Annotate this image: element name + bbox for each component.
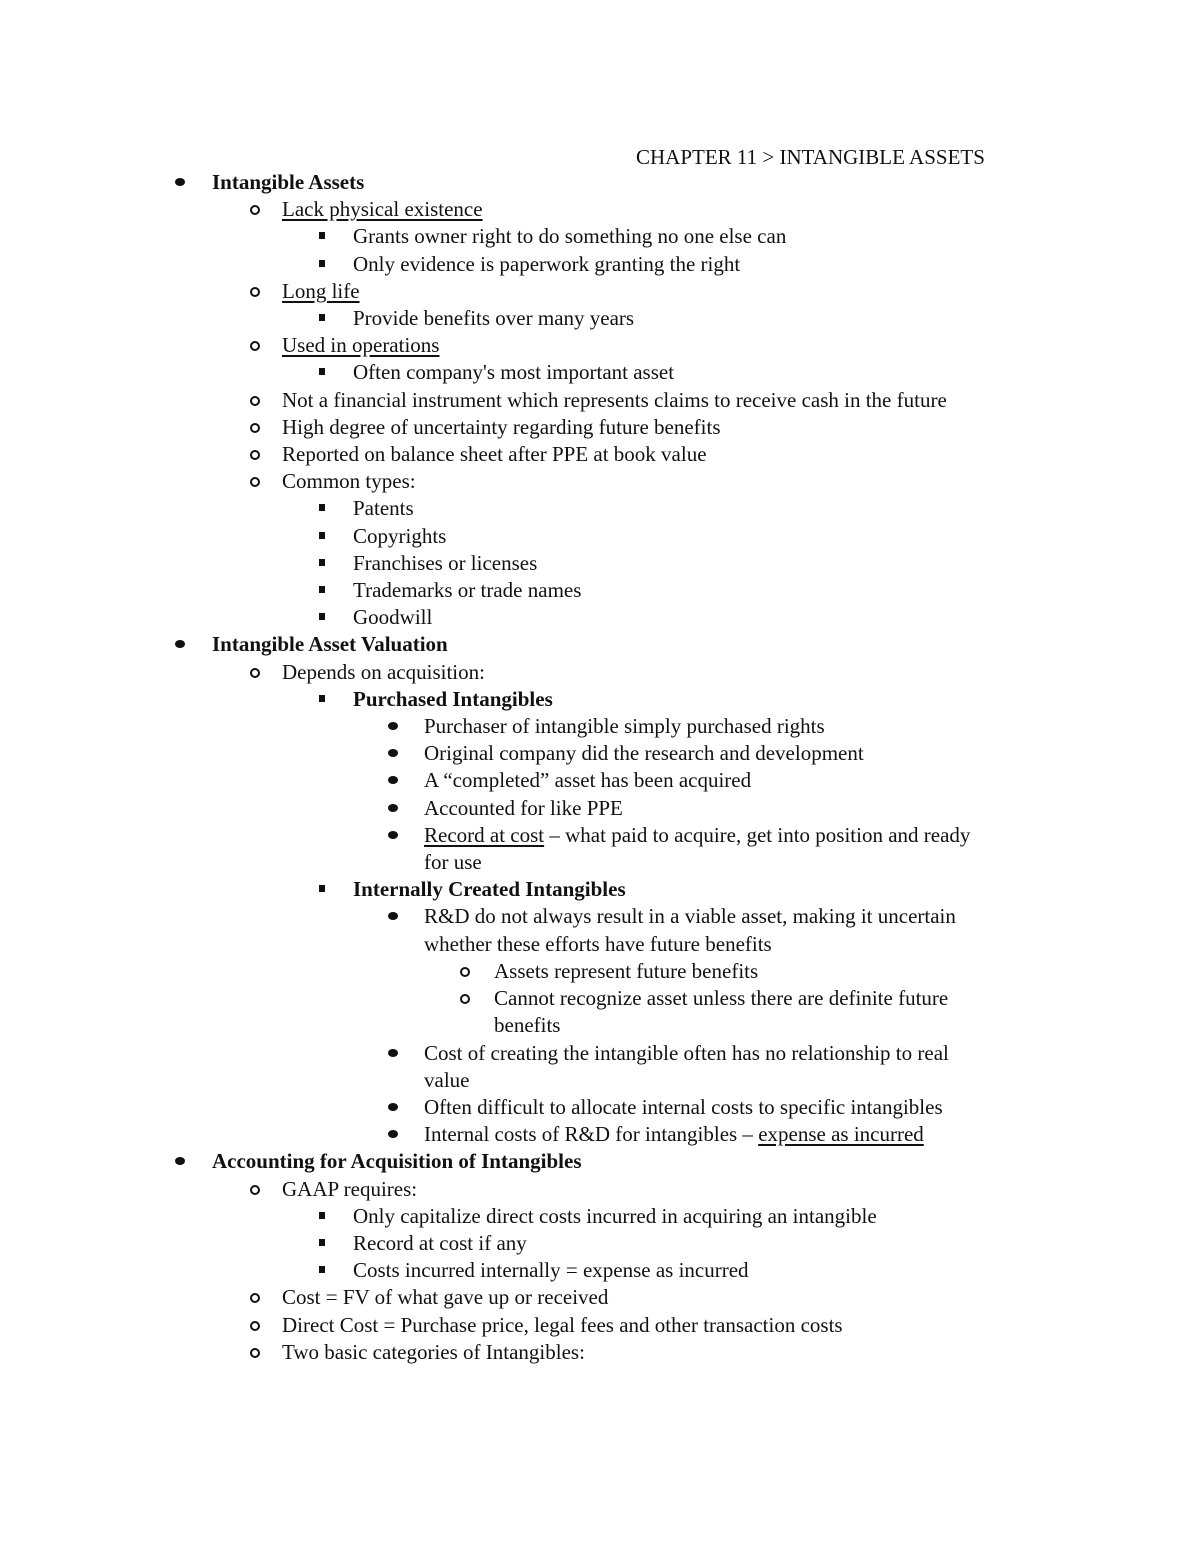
- text-run: Accounted for like PPE: [424, 795, 623, 820]
- list-item-text: [282, 1284, 608, 1311]
- text-run: Trademarks or trade names: [353, 578, 582, 603]
- list-item-text: [353, 686, 553, 713]
- list-item-text: [353, 523, 446, 550]
- list-item: [0, 577, 1200, 604]
- text-run: Intangible Asset Valuation: [212, 632, 448, 657]
- list-item-text: [282, 441, 707, 468]
- text-run: Cost = FV of what gave up or received: [282, 1285, 609, 1310]
- list-item-text: [424, 822, 970, 849]
- list-item: [0, 1203, 1200, 1230]
- list-item-text: [494, 958, 758, 985]
- text-run: Reported on balance sheet after PPE at book value: [282, 442, 707, 467]
- text-run: Provide benefits over many years: [353, 306, 635, 331]
- square-bullet-icon: [319, 260, 325, 267]
- text-run: whether these efforts have future benefits: [424, 931, 772, 956]
- list-item-text: [353, 359, 674, 386]
- section-heading: [0, 1148, 1200, 1175]
- list-item: [0, 686, 1200, 713]
- list-item: [0, 251, 1200, 278]
- list-item-text: [212, 1148, 582, 1175]
- list-item: [0, 1067, 1200, 1094]
- hollow-circle-bullet-icon: [250, 477, 260, 487]
- text-run: Only evidence is paperwork granting the right: [353, 251, 741, 276]
- square-bullet-icon: [319, 368, 325, 375]
- text-run: Franchises or licenses: [353, 550, 538, 575]
- hollow-circle-bullet-icon: [250, 341, 260, 351]
- list-item: [0, 876, 1200, 903]
- filled-circle-bullet-icon: [388, 1130, 398, 1138]
- list-item: [0, 713, 1200, 740]
- square-bullet-icon: [319, 885, 325, 892]
- underlined-term: Used in operations: [282, 333, 440, 358]
- list-item: [0, 1230, 1200, 1257]
- filled-circle-bullet-icon: [388, 722, 398, 730]
- list-item: [0, 1284, 1200, 1311]
- list-item: [0, 495, 1200, 522]
- list-item-text: [282, 659, 485, 686]
- filled-circle-bullet-icon: [388, 1049, 398, 1057]
- list-item-text: [424, 1094, 943, 1121]
- text-run: value: [424, 1067, 470, 1092]
- filled-circle-bullet-icon: [388, 912, 398, 920]
- outline-list: [0, 169, 1200, 1366]
- list-item-text: [282, 332, 439, 359]
- text-run: Direct Cost = Purchase price, legal fees and other transaction costs: [282, 1312, 843, 1337]
- filled-circle-bullet-icon: [388, 831, 398, 839]
- hollow-circle-bullet-icon: [250, 423, 260, 433]
- underlined-term: Lack physical existence: [282, 197, 483, 222]
- list-item: [0, 1312, 1200, 1339]
- hollow-circle-bullet-icon: [250, 1321, 260, 1331]
- list-item-text: [353, 1230, 527, 1257]
- list-item-text: [353, 577, 581, 604]
- list-item-text: [424, 931, 772, 958]
- list-item-text: [212, 169, 364, 196]
- list-item: [0, 822, 1200, 849]
- list-item: [0, 523, 1200, 550]
- filled-circle-bullet-icon: [388, 1103, 398, 1111]
- filled-circle-bullet-icon: [388, 776, 398, 784]
- filled-circle-bullet-icon: [388, 749, 398, 757]
- list-item-text: [353, 251, 740, 278]
- list-item: [0, 223, 1200, 250]
- list-item-text: [424, 713, 825, 740]
- list-item-text: [353, 495, 414, 522]
- text-run: GAAP requires:: [282, 1176, 418, 1201]
- text-run: Only capitalize direct costs incurred in acquiring an intangible: [353, 1203, 877, 1228]
- square-bullet-icon: [319, 1212, 325, 1219]
- list-item-text: [353, 305, 634, 332]
- text-run: Intangible Assets: [212, 170, 365, 194]
- list-item-text: [424, 1067, 469, 1094]
- list-item: [0, 849, 1200, 876]
- list-item: [0, 387, 1200, 414]
- list-item-text: [282, 414, 721, 441]
- text-run: Patents: [353, 496, 414, 521]
- list-item-text: [424, 740, 864, 767]
- square-bullet-icon: [319, 613, 325, 620]
- square-bullet-icon: [319, 232, 325, 239]
- list-item-text: [424, 903, 956, 930]
- list-item-text: [282, 196, 483, 223]
- list-item-text: [282, 468, 416, 495]
- list-item-text: [424, 795, 623, 822]
- list-item-text: [212, 631, 448, 658]
- text-run: R&D do not always result in a viable asset, making it uncertain: [424, 904, 956, 929]
- list-item: [0, 278, 1200, 305]
- hollow-circle-bullet-icon: [250, 668, 260, 678]
- text-run: Internally Created Intangibles: [353, 877, 626, 902]
- list-item: [0, 359, 1200, 386]
- list-item-text: [282, 1339, 585, 1366]
- text-run: Not a financial instrument which represents claims to receive cash in the future: [282, 387, 947, 412]
- list-item: [0, 1176, 1200, 1203]
- hollow-circle-bullet-icon: [250, 1293, 260, 1303]
- list-item: [0, 441, 1200, 468]
- list-item-text: [353, 550, 537, 577]
- text-run: Costs incurred internally = expense as incurred: [353, 1258, 749, 1283]
- square-bullet-icon: [319, 504, 325, 511]
- list-item: [0, 958, 1200, 985]
- hollow-circle-bullet-icon: [250, 450, 260, 460]
- text-run: Goodwill: [353, 605, 433, 630]
- list-item: [0, 903, 1200, 930]
- square-bullet-icon: [319, 586, 325, 593]
- list-item: [0, 1094, 1200, 1121]
- square-bullet-icon: [319, 559, 325, 566]
- text-run: Record at cost if any: [353, 1230, 527, 1255]
- list-item: [0, 468, 1200, 495]
- underlined-term: Long life: [282, 278, 360, 303]
- filled-circle-bullet-icon: [175, 178, 185, 186]
- text-run: High degree of uncertainty regarding future benefits: [282, 414, 721, 439]
- text-run: Purchaser of intangible simply purchased rights: [424, 714, 825, 739]
- square-bullet-icon: [319, 1239, 325, 1246]
- list-item-text: [282, 387, 947, 414]
- hollow-circle-bullet-icon: [460, 967, 470, 977]
- list-item: [0, 931, 1200, 958]
- filled-circle-bullet-icon: [388, 804, 398, 812]
- list-item-text: [494, 985, 948, 1012]
- list-item: [0, 196, 1200, 223]
- text-run: A “completed” asset has been acquired: [424, 768, 752, 793]
- list-item: [0, 1257, 1200, 1284]
- hollow-circle-bullet-icon: [250, 205, 260, 215]
- underlined-term: expense as incurred: [758, 1122, 924, 1147]
- underlined-term: Record at cost: [424, 822, 545, 847]
- list-item: [0, 1121, 1200, 1148]
- list-item: [0, 767, 1200, 794]
- hollow-circle-bullet-icon: [460, 994, 470, 1004]
- text-run: Grants owner right to do something no one else can: [353, 224, 787, 249]
- text-run: Copyrights: [353, 523, 447, 548]
- list-item-text: [353, 876, 626, 903]
- list-item-text: [353, 604, 432, 631]
- text-run: Depends on acquisition:: [282, 659, 485, 684]
- list-item: [0, 604, 1200, 631]
- hollow-circle-bullet-icon: [250, 396, 260, 406]
- list-item-text: [282, 278, 360, 305]
- text-run: Two basic categories of Intangibles:: [282, 1339, 585, 1364]
- list-item: [0, 1040, 1200, 1067]
- list-item-text: [353, 1203, 877, 1230]
- list-item: [0, 550, 1200, 577]
- list-item-text: [282, 1312, 843, 1339]
- text-run: Original company did the research and development: [424, 741, 864, 766]
- section-heading: [0, 631, 1200, 658]
- list-item-text: [424, 767, 751, 794]
- list-item: [0, 332, 1200, 359]
- text-run: Internal costs of R&D for intangibles –: [424, 1122, 759, 1147]
- list-item-text: [424, 1040, 949, 1067]
- hollow-circle-bullet-icon: [250, 1185, 260, 1195]
- list-item-text: [494, 1012, 560, 1039]
- list-item: [0, 985, 1200, 1012]
- hollow-circle-bullet-icon: [250, 287, 260, 297]
- text-run: benefits: [494, 1013, 561, 1038]
- hollow-circle-bullet-icon: [250, 1348, 260, 1358]
- section-heading: [0, 169, 1200, 196]
- text-run: Cost of creating the intangible often has no relationship to real: [424, 1040, 949, 1065]
- list-item-text: [353, 223, 786, 250]
- list-item: [0, 414, 1200, 441]
- list-item: [0, 1339, 1200, 1366]
- list-item: [0, 740, 1200, 767]
- list-item: [0, 1012, 1200, 1039]
- text-run: Often company's most important asset: [353, 360, 675, 385]
- text-run: Assets represent future benefits: [494, 958, 759, 983]
- text-run: – what paid to acquire, get into position and ready: [544, 822, 971, 847]
- text-run: Common types:: [282, 469, 416, 494]
- list-item: [0, 305, 1200, 332]
- list-item-text: [353, 1257, 749, 1284]
- text-run: Purchased Intangibles: [353, 686, 553, 711]
- square-bullet-icon: [319, 314, 325, 321]
- square-bullet-icon: [319, 1266, 325, 1273]
- filled-circle-bullet-icon: [175, 1157, 185, 1165]
- text-run: Accounting for Acquisition of Intangibles: [212, 1149, 582, 1174]
- filled-circle-bullet-icon: [175, 640, 185, 648]
- square-bullet-icon: [319, 532, 325, 539]
- list-item: [0, 659, 1200, 686]
- list-item-text: [424, 1121, 924, 1148]
- square-bullet-icon: [319, 695, 325, 702]
- list-item-text: [282, 1176, 417, 1203]
- list-item: [0, 795, 1200, 822]
- chapter-title: CHAPTER 11 > INTANGIBLE ASSETS: [636, 145, 985, 169]
- text-run: for use: [424, 850, 482, 875]
- text-run: Often difficult to allocate internal costs to specific intangibles: [424, 1094, 943, 1119]
- text-run: Cannot recognize asset unless there are definite future: [494, 986, 949, 1011]
- list-item-text: [424, 849, 482, 876]
